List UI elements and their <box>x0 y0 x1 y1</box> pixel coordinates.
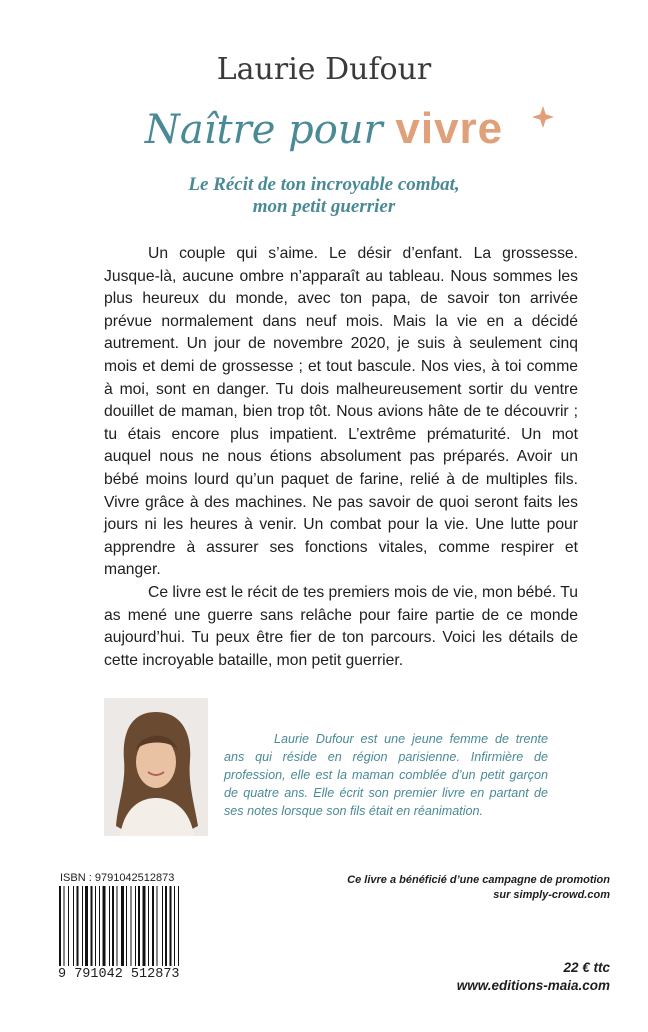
barcode-bar <box>68 886 69 966</box>
barcode-bar <box>138 886 140 966</box>
isbn-label: ISBN : 9791042512873 <box>60 872 175 884</box>
synopsis <box>104 243 578 672</box>
barcode-bar <box>131 886 132 966</box>
barcode-bar <box>73 886 74 966</box>
author-bio-text: Laurie Dufour est une jeune femme de trente ans qui réside en région parisienne. Infirmière de profession, elle est la maman comblée d’un petit garçon de quatre ans. Elle écrit son premier livre en partant de ses notes lorsque son fils était en réanimation. <box>224 732 548 818</box>
author-bio <box>224 730 548 820</box>
barcode-bar <box>95 886 96 966</box>
promo-line-1: Ce livre a bénéficié d’une campagne de promotion <box>347 874 610 886</box>
promo-note <box>310 873 610 903</box>
title-part-2: vivre <box>395 104 504 153</box>
publisher-website[interactable]: www.editions-maia.com <box>456 978 610 993</box>
barcode-bar <box>77 886 79 966</box>
barcode-bar <box>85 886 88 966</box>
barcode <box>58 886 188 966</box>
book-subtitle <box>0 174 648 218</box>
barcode-bar <box>170 886 172 966</box>
synopsis-paragraph-1: Un couple qui s’aime. Le désir d’enfant. La grossesse. Jusque-là, aucune ombre n’apparaît au tableau. Nous sommes les plus heureux du monde, avec ton papa, de savoir ton arrivée prévue normalement dans neuf mois. Mais la vie en a décidé autrement. Un jour de novembre 2020, je suis à seulement cinq mois et demi de grossesse ; et tout bascule. Nos vies, à toi comme à moi, sont en danger. Tu dois malheureusement sortir du ventre douillet de maman, bien trop tôt. Nous avions hâte de te découvrir ; tu étais encore plus impatient. L’extrême prématurité. Un mot auquel nous ne nous étions absolument pas préparés. Avoir un bébé moins lourd qu’un paquet de farine, relié à de multiples fils. Vivre grâce à des machines. Ne pas savoir de quoi seront faits les jours ni les heures à venir. Un combat pour la vie. Une lutte pour apprendre à assurer ses fonctions vitales, comme respirer et manger. <box>104 245 578 579</box>
barcode-bar <box>152 886 154 966</box>
barcode-bar <box>162 886 163 966</box>
barcode-bar <box>174 886 175 966</box>
barcode-bar <box>82 886 83 966</box>
barcode-digits: 9 791042 512873 <box>58 967 180 982</box>
title-part-1: Naître pour <box>144 107 383 153</box>
barcode-bar <box>59 886 61 966</box>
barcode-bar <box>103 886 106 966</box>
barcode-bar <box>117 886 118 966</box>
barcode-bar <box>112 886 114 966</box>
barcode-bar <box>126 886 127 966</box>
subtitle-line-1: Le Récit de ton incroyable combat, <box>188 174 460 195</box>
author-name: Laurie Dufour <box>216 52 432 87</box>
star-icon <box>530 104 556 130</box>
subtitle-line-2: mon petit guerrier <box>252 196 396 217</box>
barcode-bar <box>135 886 136 966</box>
barcode-bar <box>157 886 158 966</box>
barcode-bar <box>165 886 167 966</box>
barcode-bar <box>109 886 110 966</box>
barcode-bar <box>143 886 146 966</box>
barcode-bar <box>178 886 179 966</box>
author-photo <box>104 698 208 836</box>
barcode-bar <box>64 886 65 966</box>
synopsis-paragraph-2: Ce livre est le récit de tes premiers mois de vie, mon bébé. Tu as mené une guerre sans relâche pour faire partie de ce monde aujourd’hui. Tu peux être fier de ton parcours. Voici les détails de cette incroyable bataille, mon petit guerrier. <box>104 583 578 669</box>
promo-line-2: sur simply-crowd.com <box>493 889 610 901</box>
barcode-bar <box>121 886 124 966</box>
barcode-bar <box>91 886 93 966</box>
barcode-bar <box>148 886 149 966</box>
barcode-bar <box>99 886 100 966</box>
price: 22 € ttc <box>563 960 610 975</box>
